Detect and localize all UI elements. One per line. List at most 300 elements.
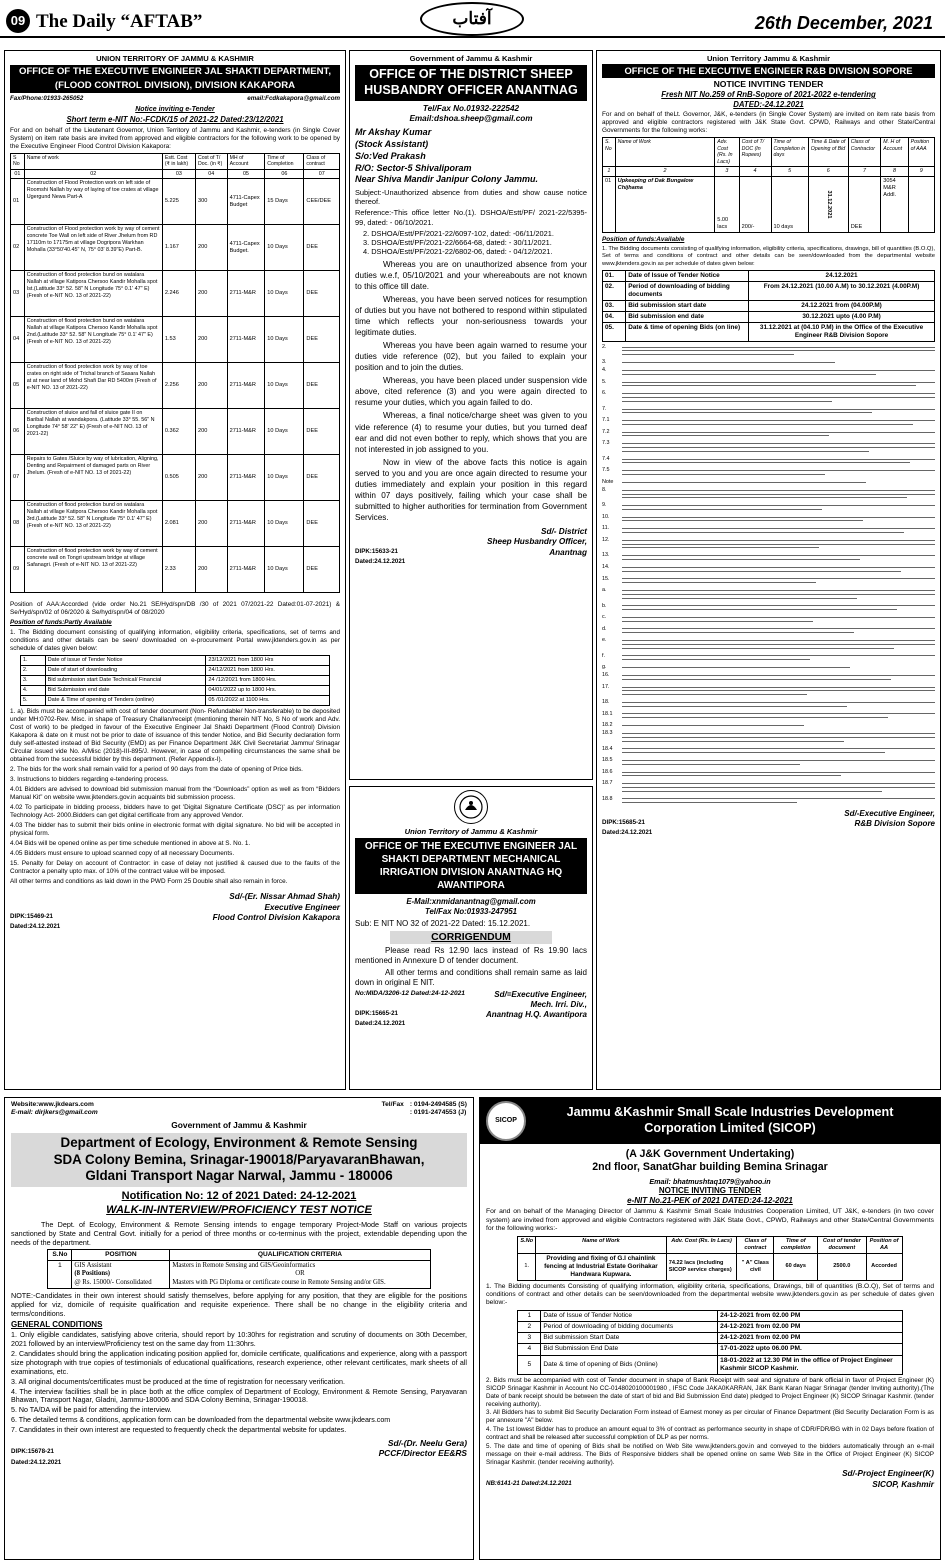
condition-item: 7. Candidates in their own interest are requested to frequently check the departmental website for updates. [11,1426,347,1434]
cell-work: Construction of flood protection bund on watalara Nallah at village Katipora Chersoo Kandir Mohalla spot Ist.(Latitude 33° 52. 58" N Longitude 75° 0.1' 47" E) (Fresh of e-NIT NO. 13 of 2021-22) [24,271,162,317]
cell-class: DEE [848,177,881,233]
term-text-lines [622,780,935,794]
text-line [622,347,935,348]
ad5-dept3: Gldani Transport Nagar Narwal, Jammu - 180006 [11,1168,467,1187]
ad5-dated: Dated:24.12.2021 [11,1458,62,1466]
term-item [602,603,935,613]
term-number: 17. [602,683,610,690]
text-line [622,737,935,738]
cell-doc: 2500.0 [818,1253,866,1280]
table-row [11,317,340,363]
qualification-2: Masters with PG Diploma or certificate course in Remote Sensing and/or GIS. [172,1278,386,1286]
cell-cost: 5.00 lacs [715,177,739,233]
term-item [602,440,935,454]
position-salary: @ Rs. 15000/- Consolidated [74,1278,152,1286]
ad4-nit: Fresh NIT No.259 of RnB-Sopore of 2021-2022 e-tendering [661,89,876,99]
ad-ecology-remote-sensing [4,1097,474,1560]
date-label: Date of start of downloading [45,666,206,676]
date-no: 5 [518,1355,541,1374]
term-number: 7.3 [602,440,610,447]
ad6-col-header: Name of Work [536,1236,667,1253]
jk-emblem-icon [454,790,488,824]
ad4-col-number: 9 [908,167,934,177]
ad6-email: Email: bhatmushtaq1079@yahoo.in [649,1177,771,1187]
table-row [11,271,340,317]
ad1-col-number: 07 [304,169,340,179]
cell-position [72,1260,170,1288]
address-line: S/o:Ved Prakash [355,150,426,161]
term-text-lines [622,344,935,358]
term-item [602,514,935,524]
ad1-works-table [10,153,340,594]
ad1-col-header: Class of contract [304,153,340,169]
cell-aaa [908,177,934,233]
date-label: Date & time of opening of Bids (Online) [541,1355,718,1374]
term-number: 18.1 [602,710,613,717]
date-label: Date of Issue of Tender Notice [541,1310,718,1321]
text-line [622,582,816,583]
term-text-lines [622,699,935,709]
ad6-works-table [517,1236,902,1281]
ad3-corrigendum: CORRIGENDUM [390,931,552,944]
text-line [622,644,935,645]
cell-class: DEE [304,271,340,317]
cell-aa: Accorded [866,1253,902,1280]
ad1-dates-table [20,655,330,706]
date-value: 24-12-2021 from 02.00 PM [718,1321,902,1332]
text-line [622,374,876,375]
term-number: 7.1 [602,417,610,424]
ad1-paragraph: 15. Penalty for Delay on account of Contractor: in case of delay not justified & caused due to the faults of the Contractor a penalty upto max. of 10% of the contract value will be imposed. [10,860,340,876]
date-no: 3 [518,1333,541,1344]
term-text-lines [622,614,935,624]
ad5-dipk: DIPK:15678-21 [11,1448,54,1456]
condition-item: 4. The interview facilities shall be in place both at the office complex of Department of Ecology, Environment & Remote Sensing, Paryavaran Bhawan, Transport Nagar, Gladni, Jammu-180006 and SDA Colony Bemina, Srinagar-190018. [11,1387,467,1405]
table-row [48,1260,430,1288]
table-row [11,179,340,225]
date-row [518,1355,902,1374]
term-item [602,359,935,366]
ad1-col-header: Cost of T/ Doc. (in ₹) [195,153,227,169]
text-line [622,462,910,463]
ad1-col-number: 04 [195,169,227,179]
text-line [622,787,935,788]
date-label: Date of Issue of Tender Notice [626,270,749,281]
term-text-lines [622,730,935,744]
term-text-lines [622,417,935,427]
table-row [518,1253,902,1280]
ad6-title2: Corporation Limited (SICOP) [644,1121,816,1135]
text-line [622,509,822,510]
text-line [622,628,935,629]
text-line [622,401,832,402]
text-line [622,435,829,436]
term-number: 10. [602,513,610,520]
ad1-paragraph: All other terms and conditions as laid down in the PWD Form 25 Double shall also remain in force. [10,878,288,886]
cell-time: 10 Days [265,363,304,409]
text-line [622,706,847,707]
table-row [11,547,340,593]
table-row [11,501,340,547]
ad6-dates-table [517,1310,902,1375]
ad1-position-funds: Position of funds:Partly Available [10,619,112,627]
term-text-lines [622,552,935,562]
text-line [622,590,935,591]
term-item [602,780,935,794]
ad1-paragraph: 2. The bids for the work shall remain valid for a period of 90 days from the date of opening of Price bids. [10,766,303,774]
cell-time: 10 Days [265,501,304,547]
term-number: a. [602,587,607,594]
text-line [622,517,935,518]
text-line [622,621,813,622]
date-value: 23/12/2021 from 1800 Hrs [206,656,330,666]
date-no: 1 [518,1310,541,1321]
date-row [20,666,329,676]
ad3-title: OFFICE OF THE EXECUTIVE ENGINEER JAL SHAKTI DEPARTMENT MECHANICAL IRRIGATION DIVISION ANANTNAG HQ AWANTIPORA [355,838,587,894]
cell-sno: 09 [11,547,25,593]
qualification-1: Masters in Remote Sensing and GIS/Geoinformatics [172,1261,316,1269]
ad5-tel2: : 0191-2474553 (J) [409,1109,467,1117]
ad3-body1: Please read Rs 12.90 lacs instead of Rs 19.90 lacs mentioned in Annexure D of tender document. [355,945,587,965]
text-line [622,532,904,533]
text-line [622,713,935,714]
text-line [622,420,935,421]
cell-time: 10 Days [265,317,304,363]
cell-mh: 4711-Capex Budget [227,179,265,225]
text-line [622,370,935,371]
ad2-sig1: Sd/- District [541,527,587,537]
term-item [602,614,935,624]
term-text-lines [622,757,935,767]
ad2-paragraph: Whereas, a final notice/charge sheet was given to you vide reference (4) to resume your duties, but you turned deaf ear and did not even bother to reply, which shows that you are not interested in job assigned to you. [355,411,587,454]
condition-item: 3. All original documents/certificates must be produced at the time of registration for necessary verification. [11,1377,345,1386]
ad1-paragraph: 4.01 Bidders are advised to download bid submission manual from the “Downloads” option as well as from “Bidders Manual Kit” on website www.jktenders.gov.in acquaints bid submission process. [10,786,340,802]
ad4-dated2: Dated:24.12.2021 [602,829,653,837]
date-row [20,696,329,706]
term-item [602,429,935,439]
ad1-intro: For and on behalf of the Lieutenant Governor, Union Territory of Jammu and Kashmir, e-tenders (in Single Cover System) on item rate basis are invited from approved and eligible contractors for the following work to be opened by the Executive Engineer Flood Control Division Kakapora: [10,126,340,150]
ad1-table-header [11,153,340,169]
cell-cost: 2.081 [162,501,195,547]
term-text-lines [622,603,935,613]
term-number: 18.5 [602,757,613,764]
term-item [602,390,935,404]
cell-work: Construction of flood protection bund on watalara Nallah at village Katipora Chersoo Kandir Mohalla spot 2nd.(Latitude 33° 52. 58" N Longitude 75° 0.1' 47" E) (Fresh of e-NIT NO. 13 of 2021-22) [24,317,162,363]
date-row [20,656,329,666]
cell-doc: 200/- [739,177,771,233]
ad5-intro: The Dept. of Ecology, Environment & Remote Sensing intends to engage temporary Project-Mode Staff on various projects sanctioned by State and Central Govt. initially for a period of three months or co-terminus with the project, extendable depending upon the needs of the department. [11,1219,467,1247]
term-item [602,456,935,466]
term-item [602,587,935,601]
date-value: 05 /01/2022 at 1100 Hrs. [206,696,330,706]
cell-doc: 300 [195,179,227,225]
ad4-sig1: Sd/-Executive Engineer, [844,809,935,819]
term-item [602,653,935,663]
date-no: 2 [518,1321,541,1332]
term-number: 2. [602,343,607,350]
term-item [602,487,935,501]
ad1-sig1: Sd/-(Er. Nissar Ahmad Shah) [229,892,340,902]
ad6-para1: 1. The Bidding documents Consisting of qualifying information, eligibility criteria, specifications, Drawings, bill of quantities (B.O.Q), Set of terms and conditions of contract and other details can be seen/downloaded from the departmental website www.jktenders.gov.in as per schedule of dates given below:- [486,1282,934,1307]
term-number: d. [602,625,607,632]
ad4-col-header: S. No [603,138,616,167]
date-no: 03. [603,300,626,311]
cell-work: Construction of Flood Protection work on left side of Roomshi Nallah by way of laying of toe crates at village Ugergund Newa Part-A [24,179,162,225]
term-text-lines [622,525,935,535]
term-item [602,379,935,389]
ad2-dated: Dated:24.12.2021 [355,557,406,565]
term-number: 18.2 [602,722,613,729]
date-row [603,322,935,341]
term-item [602,417,935,427]
newspaper-header [0,0,945,38]
date-label: Date of issue of Tender Notice [45,656,206,666]
cell-work: Construction of sluice and fall of sluice gate II on Baribal Nallah at wandakpora. (Latitude 33° 55. 56" N Longitude 74° 58' 22" E) (Fresh of e-NIT NO. 13 of 2021-22) [24,409,162,455]
reference-line: 4. DSHOA/Estt/PF/2021-22/6802-06, dated: - 04/12/2021. [363,247,553,257]
term-number: f. [602,652,605,659]
term-number: 14. [602,564,610,570]
ad3-no: No:MIDA/3206-12 Dated:24-12-2021 [355,989,465,997]
date-row [518,1310,902,1321]
text-line [622,520,863,521]
ad4-col-number: 4 [739,167,771,177]
ad1-body [10,708,340,886]
text-line [622,791,882,792]
ad2-paras [355,259,587,523]
ad1-para1: 1. The Bidding document consisting of qualifying information, eligibility criteria, specifications, set of terms and conditions and other details can be seen/ downloaded on e-procurement Portal www.jktenders.gov.in as per schedule of dates given below: [10,629,340,653]
table-row [11,455,340,501]
date-value: 18-01-2022 at 12.30 PM in the office of Project Engineer Kashmir SICOP Kashmir. [718,1355,902,1374]
date-label: Date & Time of opening of Tenders (online) [45,696,206,706]
page-number: 09 [6,9,30,33]
condition-item: 1. Only eligible candidates, satisfying above criteria, should report by 10:30hrs for registration and scrutiny of documents on 30th December, 2021 followed by an interview/Proficiency test on the same day from 11:30hrs. [11,1331,467,1349]
term-number: 6. [602,390,607,397]
text-line [622,609,897,610]
term-number: 18.4 [602,745,613,752]
ad5-note: NOTE:-Candidates in their own interest should satisfy themselves, before applying for any position, that they are eligible for the positions applied for viz, domicile of requisite qualification and requisite experience. There shall be no change in the eligibility criteria and terms/conditions. [11,1291,467,1319]
term-number: g. [602,664,607,671]
term-text-lines [622,664,935,671]
term-number: 18.7 [602,780,613,787]
term-item [602,467,935,477]
date-value: From 24.12.2021 (10.00 A.M) to 30.12.2021 (4.00P.M) [749,281,935,300]
date-value: 24.12.2021 from (04.00P.M) [749,300,935,311]
text-line [622,772,935,773]
ad3-tel: Tel/Fax No:01933-247951 [424,907,518,917]
date-no: 5. [20,696,45,706]
date-label: Bid submission start Date Technical/ Financial [45,676,206,686]
address-line: Near Shiva Mandir Janipur Colony Jammu. [355,174,539,185]
text-line [622,447,935,448]
term-item [602,537,935,551]
term-number: 18.6 [602,768,613,775]
text-line [622,482,866,483]
date-no: 05. [603,322,626,341]
text-line [622,567,935,568]
cell-sno: 04 [11,317,25,363]
text-line [622,725,804,726]
term-item [602,711,935,721]
cell-time: 60 days [774,1253,818,1280]
text-line [622,540,935,541]
cell-cost: 74.22 lacs (including SICOP service charges) [666,1253,737,1280]
text-line [622,694,807,695]
text-line [622,382,935,383]
date-row [20,676,329,686]
text-line [622,687,935,688]
ad2-paragraph: Whereas, you have been served notices for resumption of duties but you have not bothered to respond within stipulated time which reflects your non-seriousness towards your legitimate duties. [355,294,587,338]
text-line [622,675,935,676]
ad4-dated: DATED:-24.12.2021 [733,99,804,109]
cell-doc: 200 [195,547,227,593]
ad1-col-number: 02 [24,169,162,179]
term-text-lines [622,456,935,466]
date-label: Bid Submission End Date [541,1344,718,1355]
term-item [602,730,935,744]
ad4-funds: Position of funds:Available [602,236,685,244]
term-text-lines [622,467,935,477]
term-number: 9. [602,502,607,509]
date-no: 1. [20,656,45,666]
cell-mh: 2711-M&R [227,409,265,455]
term-text-lines [622,406,935,416]
term-text-lines [622,746,935,756]
term-text-lines [622,514,935,524]
date-row [518,1333,902,1344]
ad1-col-header: Estt. Cost (₹ in lakh) [162,153,195,169]
th-sno: S.No [48,1249,72,1260]
date-no: 02. [603,281,626,300]
term-text-lines [622,564,935,574]
ad1-sig2: Executive Engineer [264,902,340,912]
reference-line: 2. DSHOA/Estt/PF/2021-22/6097-102, dated: -06/11/2021. [363,228,554,238]
term-text-lines [622,653,935,663]
cell-doc: 200 [195,271,227,317]
ad1-fax: Fax/Phone:01933-265052 [10,95,84,103]
ad4-col-header: Position of AAA [908,138,934,167]
cell-time: 15 Days [265,179,304,225]
newspaper-logo: آفتاب [420,2,524,36]
cell-sno: 07 [11,455,25,501]
address-line: Mr Akshay Kumar [355,127,432,138]
ad3-sig1: Sd/=Executive Engineer, [494,989,587,999]
cell-cost: 1.167 [162,225,195,271]
term-number: 11. [602,525,610,532]
ad1-dipk: DIPK:15469-21 [10,912,53,920]
ad6-sig2: SICOP, Kashmir [872,1479,934,1489]
term-number: 4. [602,367,607,374]
position-name: GIS Assistant [74,1261,112,1269]
text-line [622,690,935,691]
ad-rnb-sopore [596,50,941,1090]
text-line [622,679,891,680]
ad5-walk-in-title: WALK-IN-INTERVIEW/PROFICIENCY TEST NOTICE [106,1203,372,1216]
text-line [622,544,935,545]
text-line [622,748,935,749]
text-line [622,555,935,556]
term-number: 7. [602,405,607,412]
term-text-lines [622,429,935,439]
ad6-header [480,1098,940,1144]
ad1-notice: Notice inviting e-Tender [135,106,215,114]
cell-sno: 08 [11,501,25,547]
term-item [602,699,935,709]
ad5-website: Website:www.jkdears.com [11,1101,94,1108]
cell-sno: 01 [603,177,616,233]
ad5-dept2: SDA Colony Bemina, Srinagar-190018/ParyavaranBhawan, [11,1152,467,1169]
ad5-govt: Government of Jammu & Kashmir [171,1120,307,1131]
cell-doc: 200 [195,501,227,547]
cell-sno: 06 [11,409,25,455]
ad4-col-header: Class of Contractor [848,138,881,167]
ad4-dates-table [602,270,935,342]
cell-cost: 2.246 [162,271,195,317]
term-text-lines [622,684,935,698]
condition-item: 2. Bids must be accompanied with cost of Tender document in shape of Bank Receipt with seal and signature of bank official in favor of Project Engineer (K) SICOP Srinagar Kashmir in Account No CC-0148020100001980 , IFSC Code JAKA0KARRAN, J&K Bank Karan Nagar Srinagar (tender Inviting authority).(The Date of bank receipt should be between the date of start of bid and Bid Submission End date) pledged to Project Engineer (K) SICOP Srinagar Kashmir. (tender receiving authority). [486,1377,934,1408]
ad4-works-table [602,137,935,233]
address-line: (Stock Assistant) [355,139,429,150]
text-line [622,459,935,460]
text-line [622,393,935,394]
cell-mh: 3054 M&R Addl. [881,177,908,233]
term-number: 7.5 [602,467,610,474]
table-row [603,177,935,233]
ad5-general-conditions: GENERAL CONDITIONS [11,1320,103,1330]
text-line [622,605,935,606]
cell-work: Repairs to Gates /Sluice by way of lubrication, Aligning, Denting and Repairment of damaged parts on River Jhelum. (Fresh of e-NIT NO. 13 of 2021-22) [24,455,162,501]
text-line [622,655,935,656]
date-label: Bid submission Start Date [541,1333,718,1344]
text-line [622,741,844,742]
term-text-lines [622,587,935,601]
term-number: c. [602,614,607,621]
cell-doc: 200 [195,317,227,363]
ad1-nit: Short term e-NIT No:-FCDK/15 of 2021-22 Dated:23/12/2021 [66,114,284,124]
cell-doc: 200 [195,409,227,455]
ad3-dipk: DIPK:15665-21 [355,1009,398,1017]
date-no: 01. [603,270,626,281]
ad3-sub: Sub: E NIT NO 32 of 2021-22 Dated: 15.12.2021. [355,918,531,928]
cell-doc: 200 [195,455,227,501]
opening-date-text: 31.12.2021 [825,190,832,219]
ad6-sig1: Sd/-Project Engineer(K) [842,1469,934,1479]
term-item [602,502,935,512]
qualification-or: OR [295,1270,305,1278]
term-number: 16. [602,672,610,679]
term-item [602,406,935,416]
cell-class: DEE [304,317,340,363]
ad5-conditions [11,1331,467,1434]
term-item [602,769,935,779]
text-line [622,362,835,363]
text-line [622,632,854,633]
cell-sno: 1. [518,1253,536,1280]
cell-sno: 01 [11,179,25,225]
date-label: Bid submission end date [626,311,749,322]
term-text-lines [622,796,935,806]
text-line [622,659,810,660]
cell-class: DEE [304,225,340,271]
cell-sno: 1 [48,1260,72,1288]
term-text-lines [622,722,935,729]
ad2-paragraph: Whereas, you have been placed under suspension vide above, cited reference (3) and you were again directed to resume your duties, which you again failed to do. [355,376,587,408]
ad3-sig3: Anantnag H.Q. Awantipora [485,1009,587,1019]
date-label: Period of downloading of bidding documents [626,281,749,300]
term-number: 5. [602,378,607,385]
condition-item: 5. The date and time of opening of Bids shall be notified on Web Site www.jktenders.gov.in and conveyed to the bidders automatically through an e-mail message on their e-mail address. The Bids of Responsive bidders shall be opened online on same Web Site in the Office of Project Engineer (K) SICOP Srinagar Kashmir. (tender receiving authority). [486,1442,934,1466]
cell-time: 10 Days [265,547,304,593]
term-item [602,722,935,729]
